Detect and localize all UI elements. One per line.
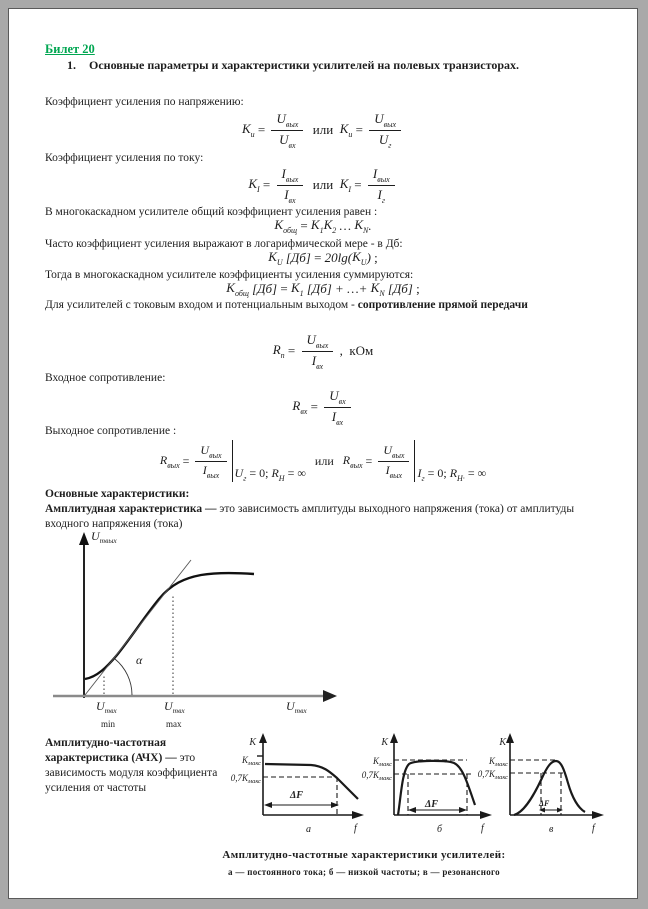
delta-f-label: ΔF bbox=[290, 790, 303, 801]
heading-main-characteristics: Основные характеристики: bbox=[45, 488, 190, 500]
question-number: 1. bbox=[67, 58, 76, 72]
kmax-label: $К_{макс}$ bbox=[372, 756, 392, 768]
para-sum-rule: Тогда в многокаскадном усилителе коэффициенты усиления суммируются: bbox=[45, 269, 414, 281]
afc-curve-v bbox=[514, 761, 585, 815]
caption-line2: а — постоянного тока; б — низкой частоты; в — резонансного bbox=[228, 867, 500, 877]
question-text: Основные параметры и характеристики усилителей на полевых транзисторах. bbox=[89, 58, 520, 72]
y-axis-label: $U_{mвых}$ bbox=[91, 529, 117, 545]
x-tick-max-sub: max bbox=[166, 719, 182, 729]
document-page bbox=[8, 8, 638, 899]
y-axis-arrow-icon bbox=[259, 733, 267, 743]
f-axis-label: f bbox=[592, 823, 595, 834]
x-axis-arrow-icon bbox=[592, 811, 604, 819]
amp-char-rest: это зависимость амплитуды выходного напряжения (тока) от амплитуды входного напряжения (тока) bbox=[45, 503, 575, 530]
kmax-label: $К_{макс}$ bbox=[241, 755, 261, 767]
formula-output-resistance: $R_{вых}$ = $\frac{U_{вых}}{I_{вых}}$ $U_г = 0$; $R_Н$ = ∞ или $R_{вых}$ = $\frac{U_{вых}}{I_{вых}}$ $I_г = 0$; $R_{Н\cdot}$ = ∞ bbox=[45, 437, 601, 485]
amplitude-characteristic-graph bbox=[39, 528, 349, 730]
question-heading bbox=[67, 58, 607, 73]
k-axis-label: K bbox=[249, 737, 256, 748]
formula-gain-db: $K_U$ [Дб] = 20lg( $K_U$ ) ; bbox=[268, 249, 378, 267]
formula-current-gain: $K_I$ = $\frac{I_{вых}}{I_{вх}}$ или $K_I$ = $\frac{I_{вых}}{I_г}$ bbox=[45, 163, 601, 207]
para-output-resistance: Выходное сопротивление : bbox=[45, 425, 177, 437]
k-axis-label: K bbox=[499, 737, 506, 748]
para-input-resistance: Входное сопротивление: bbox=[45, 372, 166, 384]
alpha-label: α bbox=[136, 653, 143, 667]
para-log-measure: Часто коэффициент усиления выражают в логарифмической мере - в Дб: bbox=[45, 238, 403, 250]
alpha-arc bbox=[115, 659, 132, 695]
delta-f-label: ΔF bbox=[425, 799, 438, 810]
chart-b-label: б bbox=[437, 824, 443, 835]
formula-forward-resistance: $R_п$ = $\frac{U_{вых}}{I_{вх}}$ , кОм bbox=[272, 331, 374, 371]
tangent-line bbox=[85, 560, 191, 695]
afc-bold: Амплитудно-частотная характеристика (АЧХ) — bbox=[45, 737, 180, 764]
arrow-left-icon bbox=[408, 807, 416, 813]
kmax-label: $К_{макс}$ bbox=[488, 756, 508, 768]
afc-chart-b bbox=[362, 733, 492, 835]
afc-rest: это зависимость модуля коэффициента усиления от частоты bbox=[45, 752, 218, 794]
chart-a-label: а bbox=[306, 824, 311, 835]
k07-label: $0,7К_{макс}$ bbox=[230, 773, 261, 785]
para-gain-current: Коэффициент усиления по току: bbox=[45, 152, 204, 164]
afc-curve-a bbox=[265, 764, 358, 799]
y-axis-arrow-icon bbox=[506, 733, 514, 743]
arrow-left-icon bbox=[264, 802, 272, 808]
x-axis-arrow-icon bbox=[480, 811, 492, 819]
x-tick-max-label: $U_{mвх}$ bbox=[164, 699, 185, 715]
afc-chart-v bbox=[478, 733, 604, 835]
para-forward-resistance bbox=[45, 298, 601, 313]
para-forward-bold: сопротивление прямой передачи bbox=[357, 299, 528, 311]
f-axis-label: f bbox=[481, 823, 484, 834]
k07-label: $0,7К_{макс}$ bbox=[361, 770, 392, 782]
chart-v-label: в bbox=[549, 824, 554, 835]
x-tick-min-sub: min bbox=[101, 719, 116, 729]
arrow-right-icon bbox=[331, 802, 339, 808]
f-axis-label: f bbox=[354, 823, 357, 834]
arrow-left-icon bbox=[539, 808, 545, 813]
delta-f-label: ΔF bbox=[539, 799, 550, 808]
afc-caption bbox=[129, 848, 599, 880]
para-multistage: В многокаскадном усилителе общий коэффициент усиления равен : bbox=[45, 206, 378, 218]
k-axis-label: K bbox=[381, 737, 388, 748]
x-axis-label: $U_{mвх}$ bbox=[286, 699, 307, 715]
x-axis-arrow-icon bbox=[323, 690, 337, 702]
afc-chart-a bbox=[231, 733, 364, 835]
formula-voltage-gain: $K_и$ = $\frac{U_{вых}}{U_{вх}}$ или $K_и$ = $\frac{U_{вых}}{U_г}$ bbox=[45, 108, 601, 152]
k07-label: $0,7К_{макс}$ bbox=[477, 769, 508, 781]
billet-title[interactable]: Билет 20 bbox=[45, 42, 95, 56]
x-axis-arrow-icon bbox=[352, 811, 364, 819]
x-tick-min-label: $U_{mвх}$ bbox=[96, 699, 117, 715]
y-axis-arrow-icon bbox=[390, 733, 398, 743]
arrow-right-icon bbox=[557, 808, 563, 813]
y-axis-arrow-icon bbox=[79, 532, 89, 545]
para-forward-plain: Для усилителей с токовым входом и потенциальным выходом - bbox=[45, 299, 358, 311]
arrow-right-icon bbox=[459, 807, 467, 813]
formula-sum-db: $K_{общ}$ [Дб] = $K_1$ [Дб] + …+ $K_N$ [Дб] ; bbox=[226, 280, 420, 298]
para-gain-voltage: Коэффициент усиления по напряжению: bbox=[45, 96, 244, 108]
formula-input-resistance: $R_{вх}$ = $\frac{U_{вх}}{I_{вх}}$ bbox=[45, 385, 601, 429]
formula-total-gain: $K_{общ}$ = $K_1$ $K_2$ … $K_N$ . bbox=[274, 217, 372, 235]
caption-line1: Амплитудно-частотные характеристики усилителей: bbox=[222, 849, 506, 861]
afc-charts bbox=[218, 730, 618, 842]
amp-char-bold: Амплитудная характеристика — bbox=[45, 503, 220, 515]
